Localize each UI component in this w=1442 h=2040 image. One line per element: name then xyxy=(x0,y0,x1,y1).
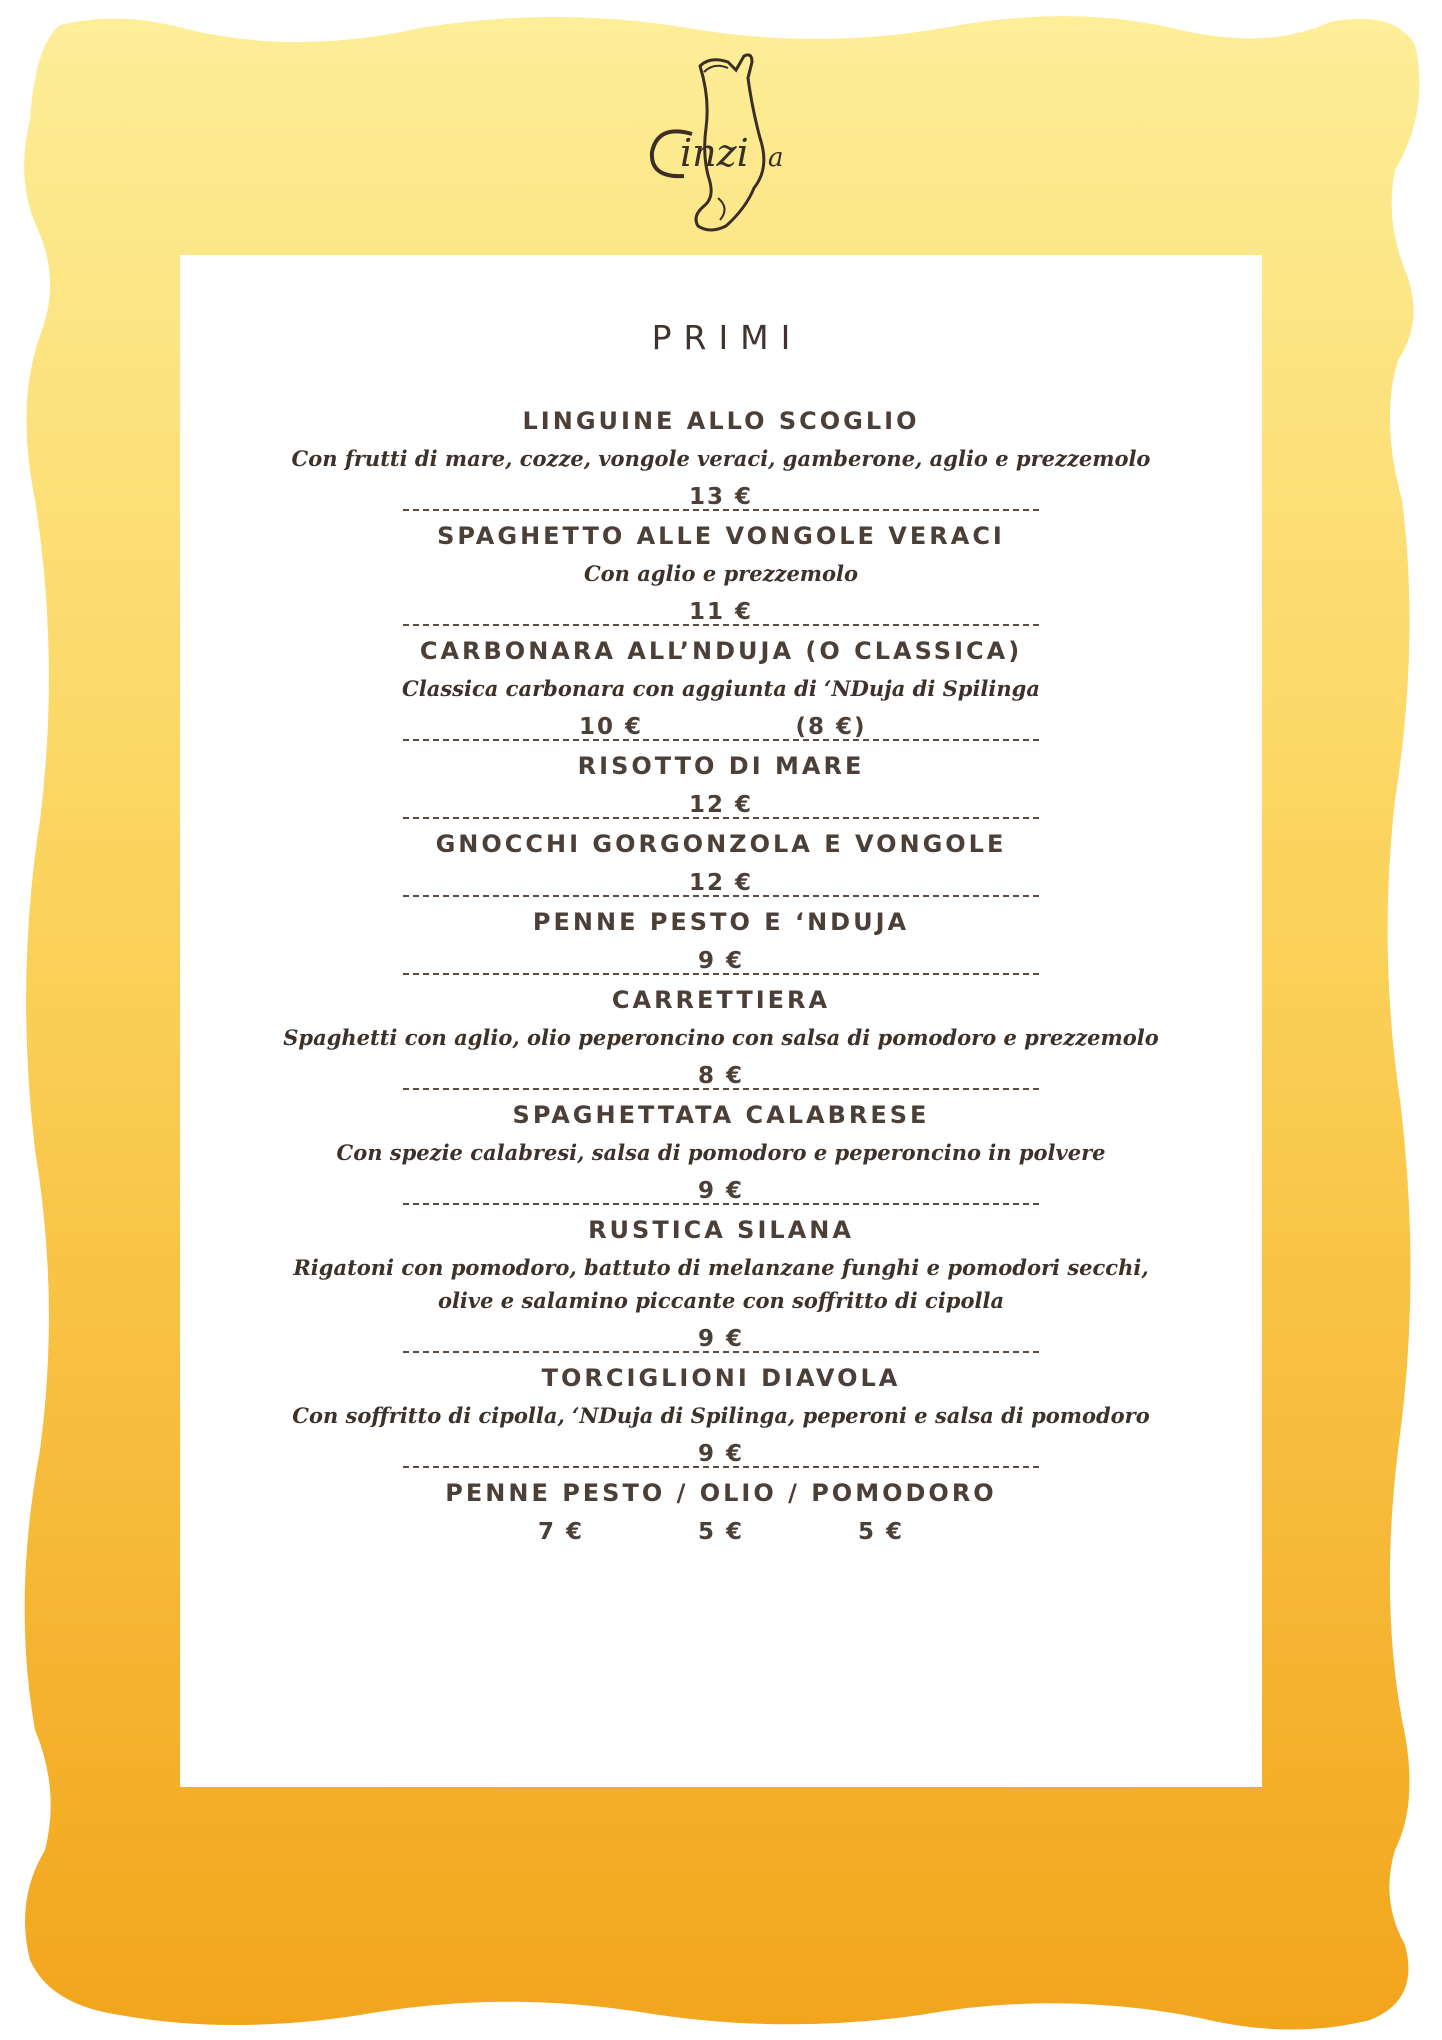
price-row xyxy=(180,596,1262,628)
price-row xyxy=(180,789,1262,821)
price-row xyxy=(180,481,1262,513)
dish-price: 7 € xyxy=(537,1519,584,1545)
price-row xyxy=(180,1438,1262,1470)
dish-price: 9 € xyxy=(697,948,744,974)
dish-name: CARBONARA ALL’NDUJA (O CLASSICA) xyxy=(419,637,1023,665)
menu-item xyxy=(180,404,1262,511)
restaurant-logo xyxy=(640,48,820,248)
price-row xyxy=(180,1516,1262,1548)
dish-name: PENNE PESTO / OLIO / POMODORO xyxy=(445,1479,997,1507)
menu-item xyxy=(180,1476,1262,1548)
dish-description: Classica carbonara con aggiunta di ‘NDuja di Spilinga xyxy=(402,676,1040,701)
dish-name: CARRETTIERA xyxy=(611,986,831,1014)
menu-item xyxy=(180,905,1262,975)
menu-item xyxy=(180,1098,1262,1205)
dish-price: 12 € xyxy=(688,792,754,818)
section-title: PRIMI xyxy=(651,318,803,357)
dish-name: TORCIGLIONI DIAVOLA xyxy=(541,1364,901,1392)
dish-description: Spaghetti con aglio, olio peperoncino con salsa di pomodoro e prezzemolo xyxy=(283,1025,1159,1050)
menu-item xyxy=(180,827,1262,897)
dish-description: Con frutti di mare, cozze, vongole veraci, gamberone, aglio e prezzemolo xyxy=(291,446,1151,471)
dish-price: (8 €) xyxy=(795,714,867,740)
dish-description: Con spezie calabresi, salsa di pomodoro e peperoncino in polvere xyxy=(336,1140,1106,1165)
dish-name: SPAGHETTATA CALABRESE xyxy=(512,1101,930,1129)
price-row xyxy=(180,1323,1262,1355)
menu-item xyxy=(180,1361,1262,1468)
dish-price: 5 € xyxy=(697,1519,744,1545)
menu-content xyxy=(180,318,1262,1548)
price-row xyxy=(180,1060,1262,1092)
dish-price: 10 € xyxy=(578,714,644,740)
dish-price: 9 € xyxy=(697,1441,744,1467)
dish-name: RUSTICA SILANA xyxy=(588,1216,854,1244)
dish-price: 13 € xyxy=(688,484,754,510)
dish-name: SPAGHETTO ALLE VONGOLE VERACI xyxy=(437,522,1005,550)
svg-text:inzi: inzi xyxy=(680,131,749,175)
menu-item xyxy=(180,749,1262,819)
dish-price: 8 € xyxy=(697,1063,744,1089)
dish-description: Rigatoni con pomodoro, battuto di melanzane funghi e pomodori secchi, olive e salamino piccante con soffritto di cipolla xyxy=(293,1255,1149,1313)
dish-description: Con aglio e prezzemolo xyxy=(583,561,859,586)
menu-item xyxy=(180,1213,1262,1353)
menu-item xyxy=(180,519,1262,626)
dish-price: 9 € xyxy=(697,1326,744,1352)
dish-name: LINGUINE ALLO SCOGLIO xyxy=(522,407,920,435)
price-row xyxy=(180,711,1262,743)
price-row xyxy=(180,945,1262,977)
dish-price: 5 € xyxy=(857,1519,904,1545)
dish-name: RISOTTO DI MARE xyxy=(577,752,865,780)
dish-name: PENNE PESTO E ‘NDUJA xyxy=(532,908,910,936)
price-row xyxy=(180,867,1262,899)
menu-item xyxy=(180,634,1262,741)
dish-description: Con soffritto di cipolla, ‘NDuja di Spilinga, peperoni e salsa di pomodoro xyxy=(292,1403,1150,1428)
dish-name: GNOCCHI GORGONZOLA E VONGOLE xyxy=(435,830,1007,858)
dish-price: 9 € xyxy=(697,1178,744,1204)
menu-item xyxy=(180,983,1262,1090)
price-row xyxy=(180,1175,1262,1207)
menu-items-list xyxy=(180,404,1262,1548)
dish-price: 12 € xyxy=(688,870,754,896)
svg-text:a: a xyxy=(768,143,784,173)
dish-price: 11 € xyxy=(688,599,754,625)
